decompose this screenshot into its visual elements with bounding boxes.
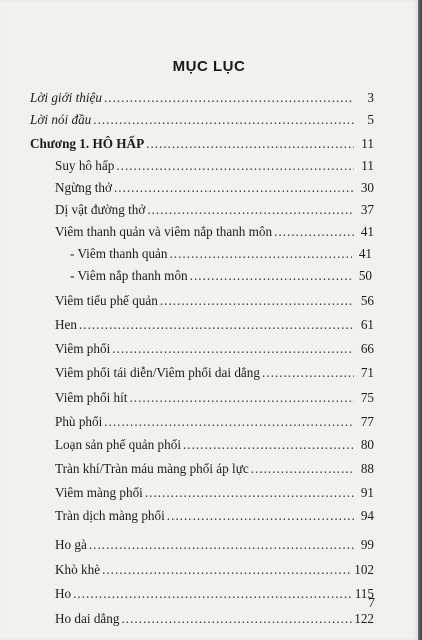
toc-chapter-entry[interactable] xyxy=(30,136,374,156)
toc-entry-page: 56 xyxy=(360,293,374,308)
toc-entry-label: Ho xyxy=(55,586,72,601)
page-edge xyxy=(418,0,422,640)
toc-leader-dots xyxy=(121,611,352,627)
toc-entry[interactable] xyxy=(55,365,374,385)
toc-entry[interactable] xyxy=(55,180,374,200)
toc-entry-label: - Viêm nắp thanh môn xyxy=(70,268,188,283)
toc-entry-page: 75 xyxy=(360,390,374,405)
toc-entry-label: Suy hô hấp xyxy=(55,158,115,173)
toc-entry[interactable] xyxy=(55,461,374,481)
toc-entry-page: 61 xyxy=(360,317,374,332)
toc-leader-dots xyxy=(274,224,354,240)
toc-entry[interactable] xyxy=(30,112,374,132)
toc-entry[interactable] xyxy=(55,158,374,178)
toc-entry[interactable] xyxy=(55,437,374,457)
toc-entry-page: 102 xyxy=(354,562,374,577)
toc-entry[interactable] xyxy=(55,293,374,313)
toc-entry-label: Hen xyxy=(55,317,77,332)
toc-entry-label: Ho dai dẳng xyxy=(55,611,120,626)
toc-entry-page: 99 xyxy=(360,537,374,552)
toc-leader-dots xyxy=(102,562,352,578)
toc-entry[interactable] xyxy=(55,611,374,631)
toc-entry-label: - Viêm thanh quản xyxy=(70,246,168,261)
page-title: MỤC LỤC xyxy=(172,58,246,75)
toc-entry[interactable] xyxy=(55,537,374,557)
toc-entry[interactable] xyxy=(55,586,374,606)
toc-leader-dots xyxy=(167,508,354,524)
toc-entry[interactable] xyxy=(55,224,374,244)
toc-leader-dots xyxy=(116,158,354,174)
toc-leader-dots xyxy=(93,112,354,128)
toc-entry-label: Viêm phổi tái diễn/Viêm phổi dai dẳng xyxy=(55,365,260,380)
toc-entry-label: Ho gà xyxy=(55,537,87,552)
toc-entry[interactable] xyxy=(55,485,374,505)
toc-leader-dots xyxy=(145,485,354,501)
toc-entry[interactable] xyxy=(55,202,374,222)
toc-entry[interactable] xyxy=(55,341,374,361)
toc-leader-dots xyxy=(160,293,354,309)
toc-entry-label: Viêm phổi xyxy=(55,341,111,356)
toc-entry[interactable] xyxy=(30,90,374,110)
toc-entry-label: Viêm phổi hít xyxy=(55,390,128,405)
toc-entry-page: 88 xyxy=(360,461,374,476)
toc-entry-label: Tràn dịch màng phổi xyxy=(55,508,165,523)
toc-leader-dots xyxy=(73,586,353,602)
toc-entry-label: Chương 1. HÔ HẤP xyxy=(30,136,145,151)
toc-entry-label: Lời giới thiệu xyxy=(30,90,102,105)
toc-leader-dots xyxy=(190,268,352,284)
toc-leader-dots xyxy=(129,390,354,406)
toc-leader-dots xyxy=(146,136,354,152)
page-number: 7 xyxy=(368,596,375,611)
toc-entry-label: Lời nói đầu xyxy=(30,112,92,127)
toc-entry-page: 122 xyxy=(354,611,374,626)
toc-entry-label: Viêm tiểu phế quản xyxy=(55,293,158,308)
toc-leader-dots xyxy=(114,180,354,196)
toc-entry[interactable] xyxy=(55,508,374,528)
toc-entry[interactable] xyxy=(55,414,374,434)
toc-entry-label: Khò khè xyxy=(55,562,101,577)
toc-entry-label: Loạn sản phế quản phổi xyxy=(55,437,181,452)
toc-entry-page: 50 xyxy=(358,268,372,283)
toc-subentry[interactable] xyxy=(70,246,372,266)
toc-entry-page: 5 xyxy=(367,112,374,127)
toc-entry-page: 91 xyxy=(360,485,374,500)
toc-entry-page: 80 xyxy=(360,437,374,452)
toc-leader-dots xyxy=(262,365,354,381)
toc-entry-label: Tràn khí/Tràn máu màng phổi áp lực xyxy=(55,461,249,476)
toc-entry-page: 30 xyxy=(360,180,374,195)
toc-entry-page: 94 xyxy=(360,508,374,523)
toc-entry-label: Phù phổi xyxy=(55,414,103,429)
toc-leader-dots xyxy=(112,341,354,357)
toc-entry-page: 77 xyxy=(360,414,374,429)
toc-entry-page: 71 xyxy=(360,365,374,380)
toc-entry-page: 115 xyxy=(354,586,374,601)
toc-entry[interactable] xyxy=(55,390,374,410)
toc-leader-dots xyxy=(104,414,354,430)
toc-leader-dots xyxy=(79,317,354,333)
toc-entry[interactable] xyxy=(55,317,374,337)
toc-entry[interactable] xyxy=(55,562,374,582)
toc-leader-dots xyxy=(147,202,354,218)
toc-entry-page: 41 xyxy=(358,246,372,261)
toc-leader-dots xyxy=(89,537,354,553)
toc-entry-page: 66 xyxy=(360,341,374,356)
toc-entry-label: Viêm thanh quản và viêm nắp thanh môn xyxy=(55,224,273,239)
toc-entry-page: 3 xyxy=(367,90,374,105)
toc-entry-page: 41 xyxy=(360,224,374,239)
toc-entry-page: 37 xyxy=(360,202,374,217)
toc-leader-dots xyxy=(251,461,354,477)
toc-entry-page: 11 xyxy=(361,158,374,173)
toc-subentry[interactable] xyxy=(70,268,372,288)
toc-entry-page: 11 xyxy=(361,136,374,151)
toc-leader-dots xyxy=(183,437,354,453)
toc-entry-label: Viêm màng phổi xyxy=(55,485,143,500)
toc-entry-label: Dị vật đường thở xyxy=(55,202,146,217)
toc-leader-dots xyxy=(104,90,354,106)
toc-entry-label: Ngừng thở xyxy=(55,180,112,195)
toc-leader-dots xyxy=(169,246,352,262)
